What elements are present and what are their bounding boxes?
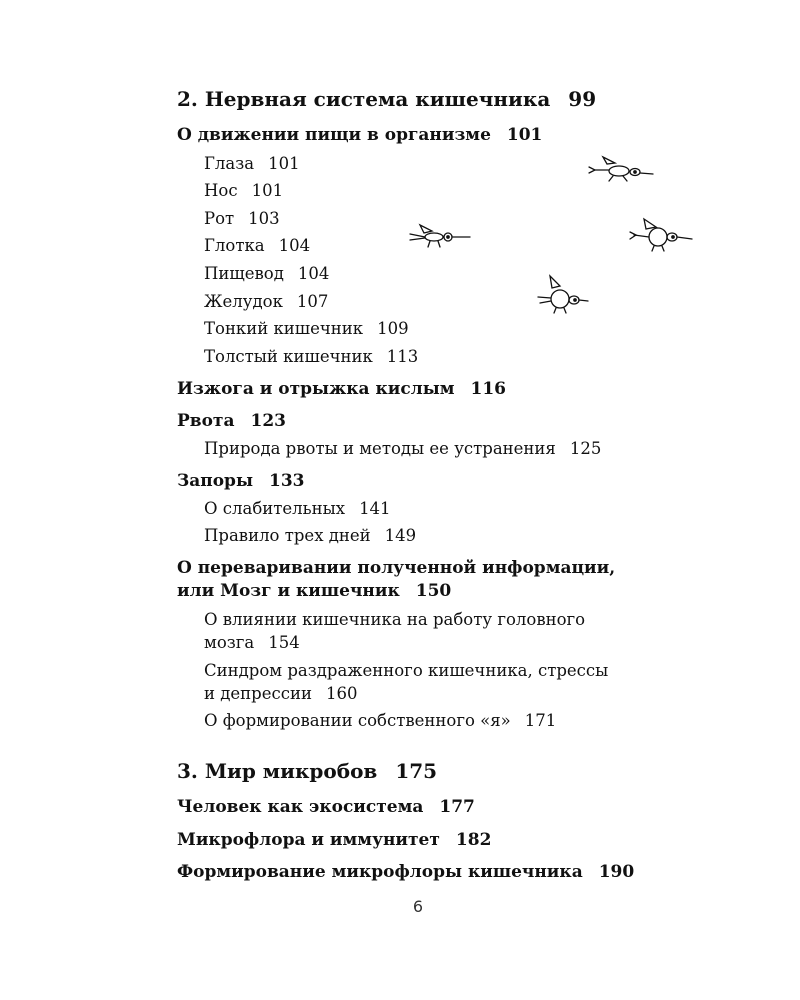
subsection-page: 125: [569, 439, 602, 458]
subsection-title: Желудок: [204, 292, 283, 311]
section-title: Микрофлора и иммунитет: [177, 830, 440, 850]
section-title: Рвота: [177, 411, 235, 431]
subsection-entry: [204, 292, 328, 311]
subsection-title: О формировании собственного «я»: [204, 711, 511, 730]
subsection-page: 154: [268, 633, 300, 652]
section-page: 123: [250, 411, 286, 431]
section-heading: [177, 379, 506, 399]
section-page: 182: [455, 830, 492, 850]
subsection-title-line2: и депрессии: [204, 684, 312, 703]
floating-creature-doodle: [585, 152, 657, 184]
subsection-entry-continuation: [204, 684, 357, 703]
subsection-title: Нос: [204, 181, 238, 200]
subsection-entry: [204, 439, 601, 458]
subsection-title: Глотка: [204, 236, 265, 255]
chapter-page: 175: [395, 759, 438, 783]
chapter-title: 3. Мир микробов: [177, 759, 378, 783]
subsection-entry: [204, 526, 416, 545]
subsection-entry-continuation: [204, 633, 300, 652]
subsection-entry: [204, 209, 280, 228]
section-title-line2: или Мозг и кишечник: [177, 581, 400, 601]
floating-creature-doodle: [408, 221, 474, 251]
subsection-page: 113: [386, 347, 419, 366]
subsection-title: Толстый кишечник: [204, 347, 373, 366]
subsection-page: 101: [251, 181, 284, 200]
subsection-title-line1: О влиянии кишечника на работу головного: [204, 610, 586, 629]
section-page: 190: [598, 862, 635, 882]
section-title: О движении пищи в организме: [177, 125, 491, 145]
section-title: Изжога и отрыжка кислым: [177, 379, 455, 399]
section-heading: [177, 862, 634, 882]
subsection-entry: [204, 264, 329, 283]
section-heading: [177, 558, 615, 578]
subsection-entry: [204, 236, 310, 255]
subsection-page: 141: [359, 499, 391, 518]
subsection-entry: [204, 499, 391, 518]
chapter-title: 2. Нервная система кишечника: [177, 87, 551, 111]
section-page: 116: [470, 379, 507, 399]
subsection-title: Правило трех дней: [204, 526, 371, 545]
section-title: Формирование микрофлоры кишечника: [177, 862, 583, 882]
subsection-entry: [204, 661, 608, 680]
subsection-page: 149: [384, 526, 417, 545]
subsection-page: 104: [278, 236, 311, 255]
chapter-page: 99: [568, 87, 597, 111]
section-heading: [177, 830, 491, 850]
subsection-title: Тонкий кишечник: [204, 319, 364, 338]
subsection-entry: [204, 154, 300, 173]
subsection-title: Рот: [204, 209, 235, 228]
subsection-entry: [204, 181, 283, 200]
section-title: Запоры: [177, 471, 253, 491]
subsection-entry: [204, 610, 585, 629]
subsection-title: О слабительных: [204, 499, 346, 518]
subsection-title: Глаза: [204, 154, 255, 173]
subsection-title: Пищевод: [204, 264, 284, 283]
subsection-page: 160: [325, 684, 358, 703]
subsection-page: 171: [524, 711, 557, 730]
subsection-page: 104: [297, 264, 330, 283]
subsection-page: 103: [248, 209, 280, 228]
section-heading: [177, 797, 475, 817]
section-heading-continuation: [177, 581, 451, 601]
subsection-page: 107: [296, 292, 329, 311]
subsection-title-line2: мозга: [204, 633, 255, 652]
subsection-entry: [204, 347, 418, 366]
section-page: 177: [439, 797, 475, 817]
section-heading: [177, 471, 305, 491]
section-page: 133: [269, 471, 305, 491]
subsection-title-line1: Синдром раздраженного кишечника, стрессы: [204, 661, 609, 680]
section-title: Человек как экосистема: [177, 797, 424, 817]
subsection-page: 109: [377, 319, 409, 338]
section-page: 150: [415, 581, 452, 601]
subsection-entry: [204, 711, 556, 730]
floating-creature-doodle: [536, 274, 592, 314]
section-page: 101: [506, 125, 543, 145]
section-title-line1: О переваривании полученной информации,: [177, 558, 616, 578]
page-number: 6: [412, 897, 424, 916]
chapter-heading: [177, 87, 596, 111]
chapter-heading: [177, 759, 437, 783]
section-heading: [177, 411, 286, 431]
floating-creature-doodle: [628, 215, 698, 253]
subsection-page: 101: [268, 154, 300, 173]
subsection-entry: [204, 319, 409, 338]
subsection-title: Природа рвоты и методы ее устранения: [204, 439, 556, 458]
section-heading: [177, 125, 542, 145]
